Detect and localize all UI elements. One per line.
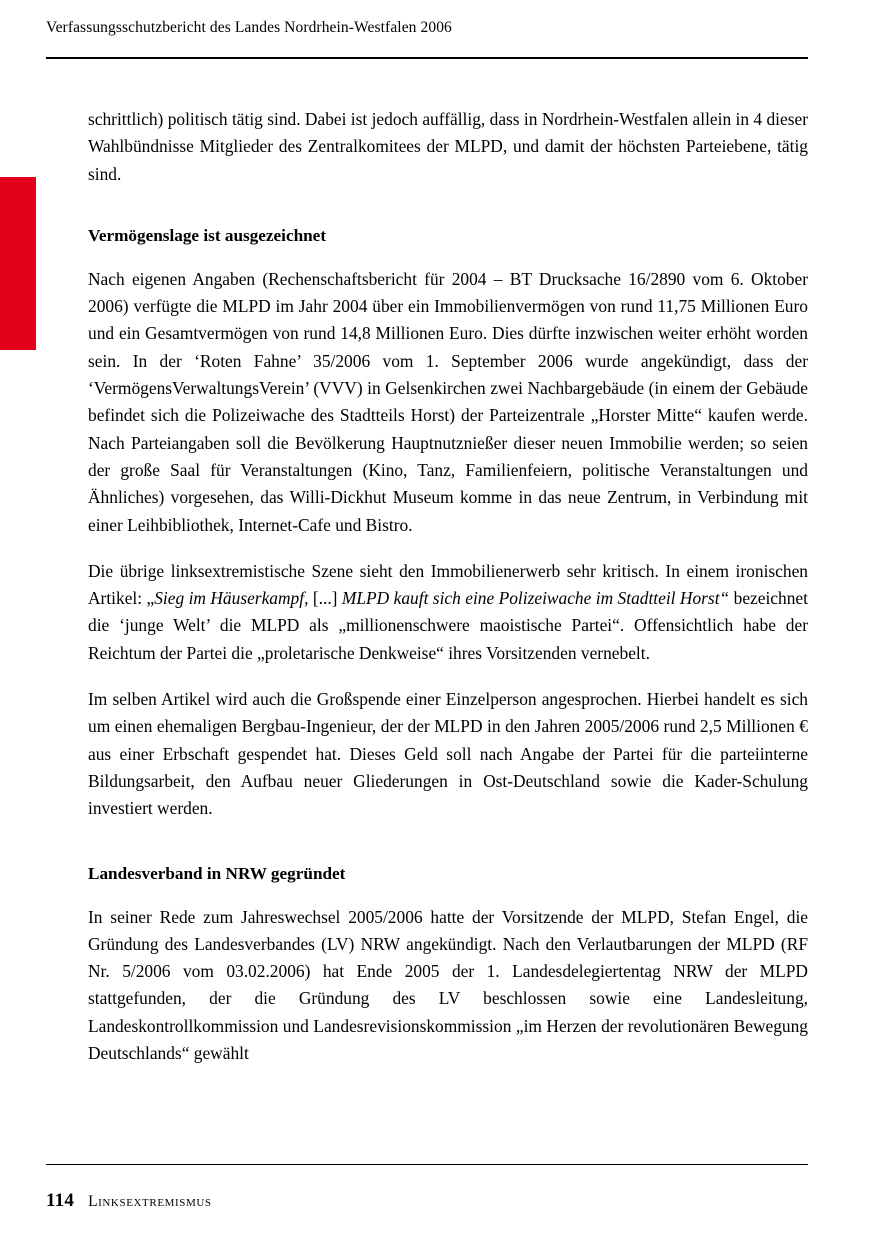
page-header xyxy=(46,18,808,38)
paragraph-szene-kritik-post: bezeichnet die ‘junge Welt’ die MLPD als „millionenschwere maoistische Partei“. Offensichtlich habe der Reichtum der Partei die „proletarische Denkweise“ ihres Vorsitzenden vernebelt. xyxy=(88,588,808,663)
header-divider xyxy=(46,57,808,59)
section-heading-vermoegenslage: Vermögenslage ist ausgezeichnet xyxy=(88,225,327,245)
quote-italic-subtitle: MLPD kauft sich eine Polizeiwache im Stadtteil Horst“ xyxy=(341,588,730,609)
paragraph-szene-kritik-pre: Die übrige linksextremistische Szene sieht den Immobilienerwerb sehr kritisch. In einem ironischen Artikel: „ xyxy=(88,560,808,609)
quote-italic-title: Sieg im Häuserkampf, xyxy=(154,588,309,609)
paragraph-continued: schrittlich) politisch tätig sind. Dabei ist jedoch auffällig, dass in Nordrhein-Westfalen allein in 4 dieser Wahlbündnisse Mitglieder des Zentralkomitees der MLPD, und damit der höchsten Parteiebene, tätig sind. xyxy=(88,109,808,184)
page-footer xyxy=(46,1190,808,1212)
footer-section-title: Linksextremismus xyxy=(88,1193,212,1210)
paragraph-szene-kritik xyxy=(88,558,808,667)
paragraph-landesverband: In seiner Rede zum Jahreswechsel 2005/2006 hatte der Vorsitzende der MLPD, Stefan Engel, die Gründung des Landesverbandes (LV) NRW angekündigt. Nach den Verlautbarungen der MLPD (RF Nr. 5/2006 vom 03.02.2006) hat Ende 2005 der 1. Landesdelegiertentag NRW der MLPD stattgefunden, der die Gründung des LV beschlossen sowie eine Landesleitung, Landeskontrollkommission und Landesrevisionskommission „im Herzen der revolutionären Bewegung Deutschlands“ gewählt xyxy=(88,906,808,1064)
page-number: 114 xyxy=(46,1190,75,1211)
page-content xyxy=(88,106,808,1067)
running-title: Verfassungsschutzbericht des Landes Nordrhein-Westfalen 2006 xyxy=(46,19,452,36)
paragraph-vermoegen-details: Nach eigenen Angaben (Rechenschaftsbericht für 2004 – BT Drucksache 16/2890 vom 6. Oktober 2006) verfügte die MLPD im Jahr 2004 über ein Immobilienvermögen von rund 11,75 Millionen Euro und ein Gesamtvermögen von rund 14,8 Millionen Euro. Dies dürfte inzwischen weiter erhöht worden sein. In der ‘Roten Fahne’ 35/2006 vom 1. September 2006 wurde angekündigt, dass der ‘VermögensVerwaltungsVerein’ (VVV) in Gelsenkirchen zwei Nachbargebäude (in einem der Gebäude befindet sich die Polizeiwache des Stadtteils Horst) der Parteizentrale „Horster Mitte“ kaufen werde. Nach Parteiangaben soll die Bevölkerung Hauptnutznießer dieser neuen Immobilie werden; so seien der große Saal für Veranstaltungen (Kino, Tanz, Familienfeiern, politische Veranstaltungen und Ähnliches) vorgesehen, das Willi-Dickhut Museum komme in das neue Zentrum, in Verbindung mit einer Leihbibliothek, Internet-Cafe und Bistro. xyxy=(88,268,808,535)
footer-divider xyxy=(46,1164,808,1165)
section-heading-landesverband: Landesverband in NRW gegründet xyxy=(88,863,346,883)
quote-ellipsis: [...] xyxy=(308,588,342,609)
paragraph-grossspende: Im selben Artikel wird auch die Großspende einer Einzelperson angesprochen. Hierbei handelt es sich um einen ehemaligen Bergbau-Ingenieur, der der MLPD in den Jahren 2005/2006 rund 2,5 Millionen € aus einer Erbschaft gespendet hat. Dieses Geld soll nach Angabe der Partei für die parteiinterne Bildungsarbeit, den Aufbau neuer Gliederungen in Ost-Deutschland sowie die Kader-Schulung investiert werden. xyxy=(88,689,808,819)
red-edge-marker xyxy=(0,177,36,350)
